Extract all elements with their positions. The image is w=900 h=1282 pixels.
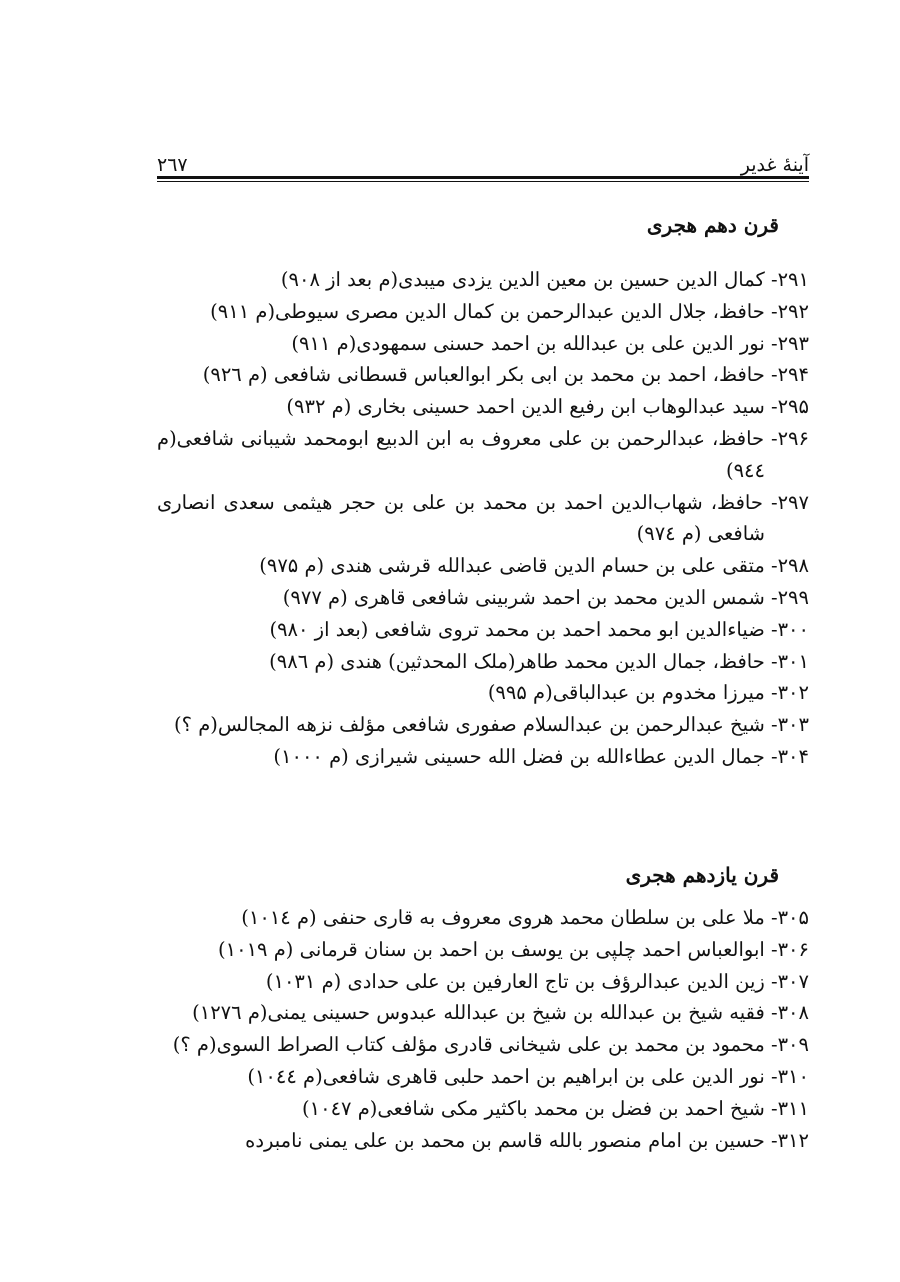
entry-list <box>157 902 809 1156</box>
list-item: ۳۰۴- جمال الدین عطاءالله بن فضل الله حسینی شیرازی (م ۱۰۰۰) <box>273 744 809 768</box>
list-item: ۳۰۷- زین الدین عبدالرؤف بن تاج العارفین بن علی حدادی (م ۱۰۳۱) <box>265 969 809 993</box>
entry-list <box>157 264 809 773</box>
list-item: ۲۹۸- متقی علی بن حسام الدین قاضی عبدالله قرشی هندی (م ۹۷۵) <box>259 554 809 578</box>
header-rule-thick <box>157 176 809 179</box>
list-item: ۳۱۱- شیخ احمد بن فضل بن محمد باکثیر مکی شافعی(م ۱۰٤۷) <box>302 1096 809 1120</box>
list-item: ۳۰۹- محمود بن محمد بن علی شیخانی قادری مؤلف کتاب الصراط السوی(م ؟) <box>172 1033 809 1057</box>
list-item: ۳۰۰- ضیاءالدین ابو محمد احمد بن محمد تروی شافعی (بعد از ۹۸۰) <box>269 617 809 641</box>
list-item: ۲۹۱- کمال الدین حسین بن معین الدین یزدی میبدی(م بعد از ۹۰۸) <box>280 268 809 291</box>
list-item: ۲۹۷- حافظ، شهاب‌الدین احمد بن محمد بن علی بن حجر هیثمی سعدی انصاری شافعی (م ۹۷٤) <box>157 490 809 546</box>
list-item: ۲۹۳- نور الدین علی بن عبدالله بن احمد حسنی سمهودی(م ۹۱۱) <box>291 331 809 355</box>
section-heading: قرن دهم هجری <box>646 213 779 237</box>
list-item: ۳۰۵- ملا علی بن سلطان محمد هروی معروف به قاری حنفی (م ۱۰۱٤) <box>241 906 809 929</box>
list-item: ۲۹۶- حافظ، عبدالرحمن بن علی معروف به ابن الدبیع ابومحمد شیبانی شافعی(م ۹٤٤) <box>157 426 809 482</box>
section-10th-century <box>157 210 809 773</box>
list-item: ۳۰۸- فقیه شیخ بن عبدالله بن شیخ بن عبدالله عبدوس حسینی یمنی(م ۱۲۷٦) <box>192 1001 809 1025</box>
list-item: ۳۱۲- حسین بن امام منصور بالله قاسم بن محمد بن علی یمنی نامبرده <box>245 1128 809 1152</box>
list-item: ۳۰۶- ابوالعباس احمد چلپی بن یوسف بن احمد بن سنان قرمانی (م ۱۰۱۹) <box>218 937 809 961</box>
book-title: آینهٔ غدیر <box>740 154 809 176</box>
list-item: ۳۱۰- نور الدین علی بن ابراهیم بن احمد حلبی قاهری شافعی(م ۱۰٤٤) <box>247 1064 809 1088</box>
list-item: ۳۰۱- حافظ، جمال الدین محمد طاهر(ملک المحدثین) هندی (م ۹۸٦) <box>269 649 809 673</box>
list-item: ۲۹۵- سید عبدالوهاب ابن رفیع الدین احمد حسینی بخاری (م ۹۳۲) <box>286 395 809 419</box>
page-number: ۲٦۷ <box>157 154 188 176</box>
list-item: ۲۹۴- حافظ، احمد بن محمد بن ابی بکر ابوالعباس قسطانی شافعی (م ۹۲٦) <box>202 363 809 387</box>
list-item: ۳۰۲- میرزا مخدوم بن عبدالباقی(م ۹۹۵) <box>487 681 809 705</box>
running-header <box>157 148 809 176</box>
list-item: ۲۹۲- حافظ، جلال الدین عبدالرحمن بن کمال الدین مصری سیوطی(م ۹۱۱) <box>210 299 809 323</box>
section-11th-century <box>157 860 809 1156</box>
list-item: ۳۰۳- شیخ عبدالرحمن بن عبدالسلام صفوری شافعی مؤلف نزهه المجالس(م ؟) <box>174 713 809 737</box>
header-rule-thin <box>157 181 809 182</box>
list-item: ۲۹۹- شمس الدین محمد بن احمد شربینی شافعی قاهری (م ۹۷۷) <box>282 585 809 609</box>
section-heading: قرن یازدهم هجری <box>625 863 779 887</box>
